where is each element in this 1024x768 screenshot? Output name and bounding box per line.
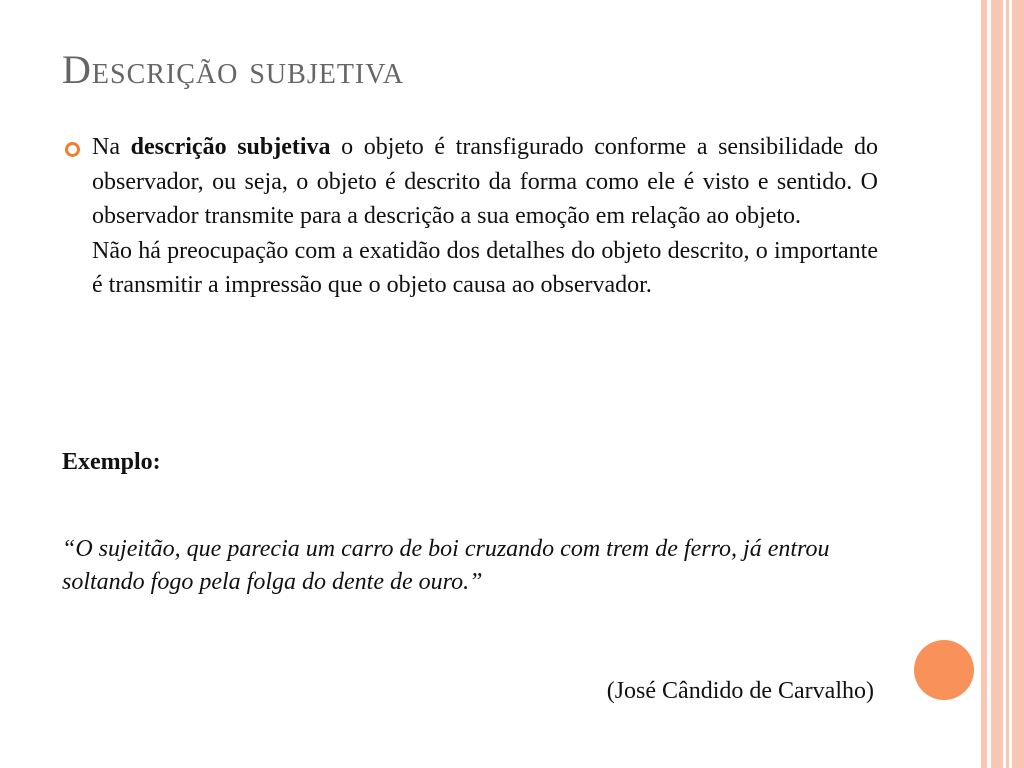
decorative-circle [914, 640, 974, 700]
border-stripe [991, 0, 1003, 768]
bullet-text-start: Na [92, 134, 131, 160]
ring-bullet-icon [65, 142, 80, 157]
border-stripe [1006, 0, 1009, 768]
bullet-text-second: Não há preocupação com a exatidão dos detalhes do objeto descrito, o importante é transmitir a impressão que o objeto causa ao observador. [92, 237, 878, 298]
example-quote: “O sujeitão, que parecia um carro de boi cruzando com trem de ferro, já entrou soltando fogo pela folga do dente de ouro.” [62, 536, 830, 595]
bullet-bold-term: descrição subjetiva [130, 134, 331, 160]
border-stripe [981, 0, 987, 768]
bullet-item [62, 130, 878, 303]
quote-author: (José Cândido de Carvalho) [606, 678, 874, 704]
slide-title: Descrição subjetiva [62, 47, 405, 92]
example-label: Exemplo: [62, 449, 161, 475]
bullet-text [92, 130, 878, 303]
bullet-text-rest: o objeto é transfigurado conforme a sensibilidade do observador, ou seja, o objeto é descrito da forma como ele é visto e sentido. O observador transmite para a descrição a sua emoção em relação ao objeto. [92, 134, 879, 229]
border-stripe [1012, 0, 1024, 768]
